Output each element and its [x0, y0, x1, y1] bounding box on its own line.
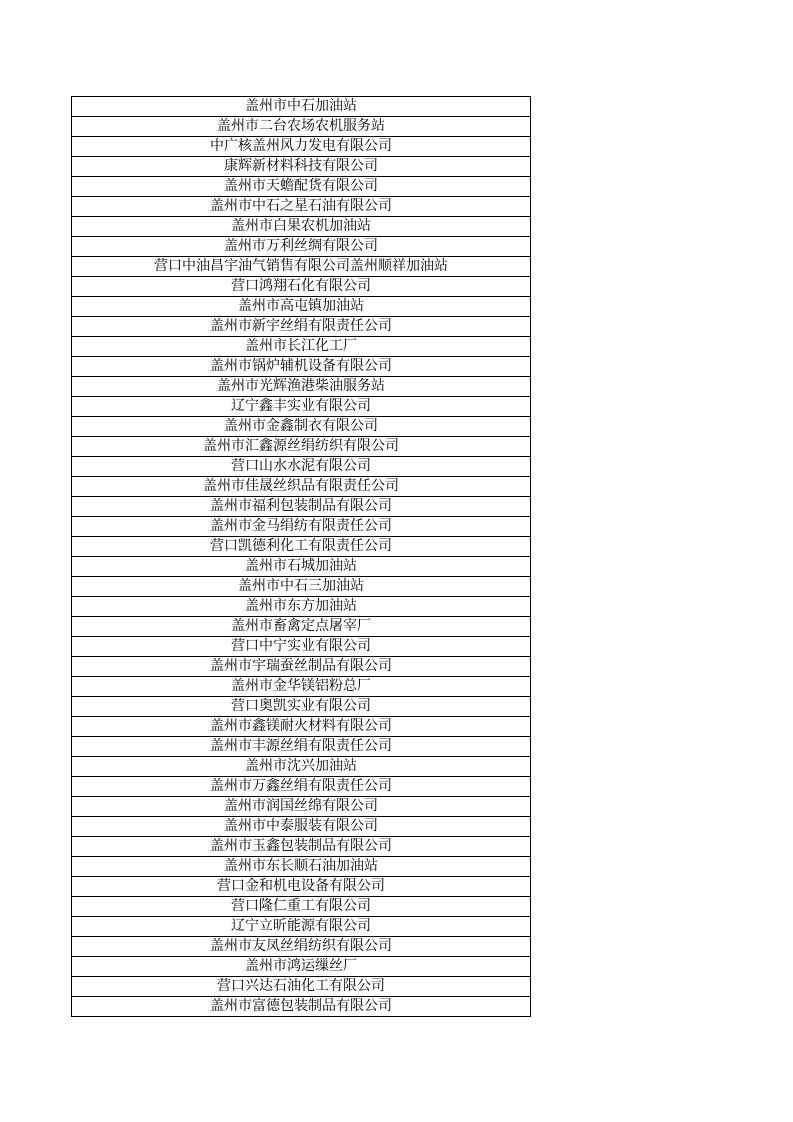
- table-row: [72, 217, 531, 237]
- company-name-cell: 中广核盖州风力发电有限公司: [72, 137, 531, 157]
- table-row: [72, 557, 531, 577]
- table-row: [72, 597, 531, 617]
- table-row: [72, 457, 531, 477]
- company-name-cell: 盖州市高屯镇加油站: [72, 297, 531, 317]
- company-name-cell: 盖州市二台农场农机服务站: [72, 117, 531, 137]
- table-row: [72, 417, 531, 437]
- table-row: [72, 897, 531, 917]
- table-row: [72, 997, 531, 1017]
- company-name-cell: 盖州市石城加油站: [72, 557, 531, 577]
- company-name-cell: 盖州市友凤丝绢纺织有限公司: [72, 937, 531, 957]
- company-name-cell: 盖州市万利丝绸有限公司: [72, 237, 531, 257]
- table-row: [72, 797, 531, 817]
- table-row: [72, 177, 531, 197]
- table-row: [72, 777, 531, 797]
- company-name-cell: 盖州市中石三加油站: [72, 577, 531, 597]
- table-row: [72, 877, 531, 897]
- company-name-cell: 盖州市新宇丝绢有限责任公司: [72, 317, 531, 337]
- table-row: [72, 837, 531, 857]
- company-name-cell: 盖州市佳晟丝织品有限责任公司: [72, 477, 531, 497]
- company-name-cell: 辽宁鑫丰实业有限公司: [72, 397, 531, 417]
- table-row: [72, 857, 531, 877]
- table-row: [72, 157, 531, 177]
- company-table-body: [72, 97, 531, 1017]
- company-name-cell: 盖州市中石加油站: [72, 97, 531, 117]
- company-name-cell: 营口隆仁重工有限公司: [72, 897, 531, 917]
- table-row: [72, 97, 531, 117]
- company-name-cell: 盖州市鸿运缫丝厂: [72, 957, 531, 977]
- table-row: [72, 137, 531, 157]
- table-row: [72, 677, 531, 697]
- company-name-cell: 营口鸿翔石化有限公司: [72, 277, 531, 297]
- table-row: [72, 357, 531, 377]
- company-name-cell: 辽宁立昕能源有限公司: [72, 917, 531, 937]
- table-row: [72, 397, 531, 417]
- company-name-cell: 盖州市金鑫制衣有限公司: [72, 417, 531, 437]
- table-row: [72, 257, 531, 277]
- company-name-cell: 盖州市丰源丝绢有限责任公司: [72, 737, 531, 757]
- company-name-cell: 盖州市长江化工厂: [72, 337, 531, 357]
- company-name-cell: 盖州市鑫镁耐火材料有限公司: [72, 717, 531, 737]
- table-row: [72, 657, 531, 677]
- table-row: [72, 617, 531, 637]
- table-row: [72, 957, 531, 977]
- company-name-cell: 盖州市白果农机加油站: [72, 217, 531, 237]
- table-row: [72, 757, 531, 777]
- company-name-cell: 营口凯德利化工有限责任公司: [72, 537, 531, 557]
- table-row: [72, 337, 531, 357]
- company-name-cell: 盖州市中石之星石油有限公司: [72, 197, 531, 217]
- company-name-cell: 盖州市沈兴加油站: [72, 757, 531, 777]
- table-row: [72, 717, 531, 737]
- company-table: [71, 96, 531, 1017]
- table-row: [72, 317, 531, 337]
- table-row: [72, 117, 531, 137]
- table-row: [72, 697, 531, 717]
- table-row: [72, 537, 531, 557]
- company-name-cell: 营口奥凯实业有限公司: [72, 697, 531, 717]
- company-name-cell: 盖州市玉鑫包装制品有限公司: [72, 837, 531, 857]
- table-row: [72, 977, 531, 997]
- company-name-cell: 盖州市万鑫丝绢有限责任公司: [72, 777, 531, 797]
- table-row: [72, 577, 531, 597]
- company-name-cell: 盖州市东方加油站: [72, 597, 531, 617]
- table-row: [72, 237, 531, 257]
- company-name-cell: 盖州市天蟾配货有限公司: [72, 177, 531, 197]
- company-name-cell: 盖州市光辉渔港柴油服务站: [72, 377, 531, 397]
- table-row: [72, 637, 531, 657]
- company-name-cell: 盖州市畜禽定点屠宰厂: [72, 617, 531, 637]
- table-row: [72, 277, 531, 297]
- table-row: [72, 497, 531, 517]
- company-name-cell: 康辉新材料科技有限公司: [72, 157, 531, 177]
- table-row: [72, 297, 531, 317]
- company-name-cell: 盖州市中泰服装有限公司: [72, 817, 531, 837]
- company-name-cell: 盖州市福利包装制品有限公司: [72, 497, 531, 517]
- table-row: [72, 817, 531, 837]
- company-name-cell: 营口中油昌宇油气销售有限公司盖州顺祥加油站: [72, 257, 531, 277]
- company-name-cell: 盖州市润国丝绵有限公司: [72, 797, 531, 817]
- company-name-cell: 盖州市锅炉辅机设备有限公司: [72, 357, 531, 377]
- company-name-cell: 盖州市金华镁铝粉总厂: [72, 677, 531, 697]
- company-name-cell: 盖州市汇鑫源丝绢纺织有限公司: [72, 437, 531, 457]
- company-name-cell: 盖州市东长顺石油加油站: [72, 857, 531, 877]
- company-name-cell: 营口兴达石油化工有限公司: [72, 977, 531, 997]
- table-row: [72, 937, 531, 957]
- table-row: [72, 477, 531, 497]
- company-name-cell: 营口山水水泥有限公司: [72, 457, 531, 477]
- company-name-cell: 盖州市宇瑞蚕丝制品有限公司: [72, 657, 531, 677]
- company-name-cell: 盖州市富德包装制品有限公司: [72, 997, 531, 1017]
- table-row: [72, 197, 531, 217]
- company-name-cell: 营口中宁实业有限公司: [72, 637, 531, 657]
- table-row: [72, 917, 531, 937]
- company-name-cell: 营口金和机电设备有限公司: [72, 877, 531, 897]
- table-row: [72, 437, 531, 457]
- table-row: [72, 517, 531, 537]
- company-name-cell: 盖州市金马绢纺有限责任公司: [72, 517, 531, 537]
- table-row: [72, 377, 531, 397]
- table-row: [72, 737, 531, 757]
